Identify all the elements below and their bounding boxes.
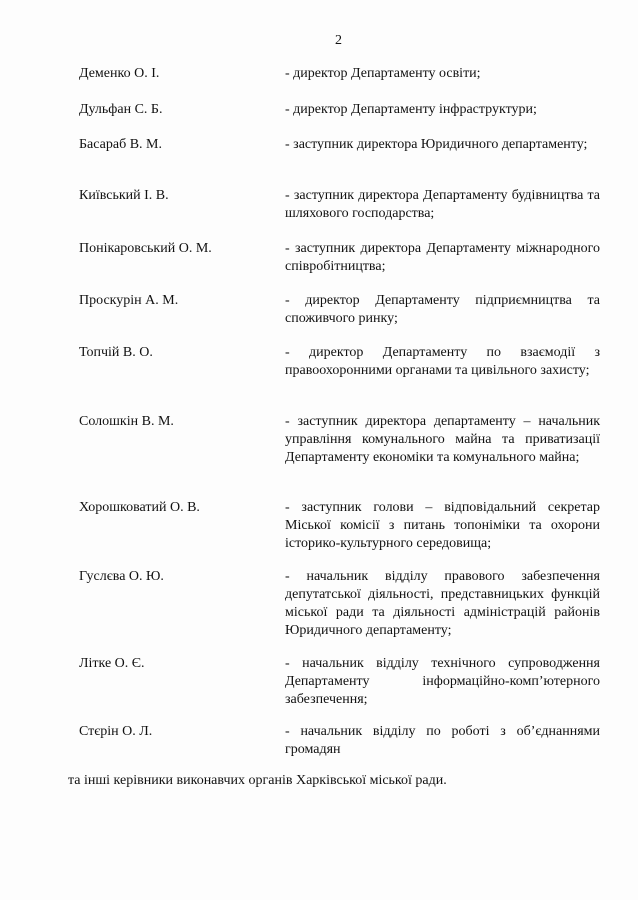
person-name: Літке О. Є.	[79, 656, 145, 671]
person-role: - заступник директора Департаменту міжнародного співробітництва;	[285, 241, 600, 274]
page-number: 2	[335, 33, 342, 48]
person-role: - заступник директора Департаменту будівництва та шляхового господарства;	[285, 188, 600, 221]
person-name: Київський І. В.	[79, 188, 169, 203]
person-role: - директор Департаменту освіти;	[285, 66, 481, 81]
person-name: Солошкін В. М.	[79, 414, 174, 429]
person-name: Гуслєва О. Ю.	[79, 569, 164, 584]
person-role: - заступник директора Юридичного департаменту;	[285, 137, 588, 152]
person-name: Проскурін А. М.	[79, 293, 179, 308]
person-role: - директор Департаменту по взаємодії з правоохоронними органами та цивільного захисту;	[285, 345, 600, 378]
person-name: Хорошковатий О. В.	[79, 500, 200, 515]
person-role: - заступник голови – відповідальний секретар Міської комісії з питань топоніміки та охорони історико-культурного середовища;	[285, 500, 600, 551]
person-role: - начальник відділу по роботі з об’єднаннями громадян	[285, 724, 600, 757]
person-role: - заступник директора департаменту – начальник управління комунального майна та приватизації Департаменту економіки та комунального майна;	[285, 414, 600, 465]
person-role: - директор Департаменту підприємництва та споживчого ринку;	[285, 293, 600, 326]
closing-line: та інші керівники виконавчих органів Харківської міської ради.	[68, 773, 447, 788]
person-name: Понікаровський О. М.	[79, 241, 212, 256]
person-name: Деменко О. І.	[79, 66, 160, 81]
person-role: - начальник відділу технічного супроводження Департаменту інформаційно-комп’ютерного забезпечення;	[285, 656, 600, 707]
person-name: Стєрін О. Л.	[79, 724, 153, 739]
person-role: - директор Департаменту інфраструктури;	[285, 102, 537, 117]
person-name: Басараб В. М.	[79, 137, 162, 152]
person-name: Дульфан С. Б.	[79, 102, 163, 117]
person-name: Топчій В. О.	[79, 345, 153, 360]
person-role: - начальник відділу правового забезпечення депутатської діяльності, представницьких функцій міської ради та діяльності адміністрацій районів Юридичного департаменту;	[285, 569, 600, 638]
